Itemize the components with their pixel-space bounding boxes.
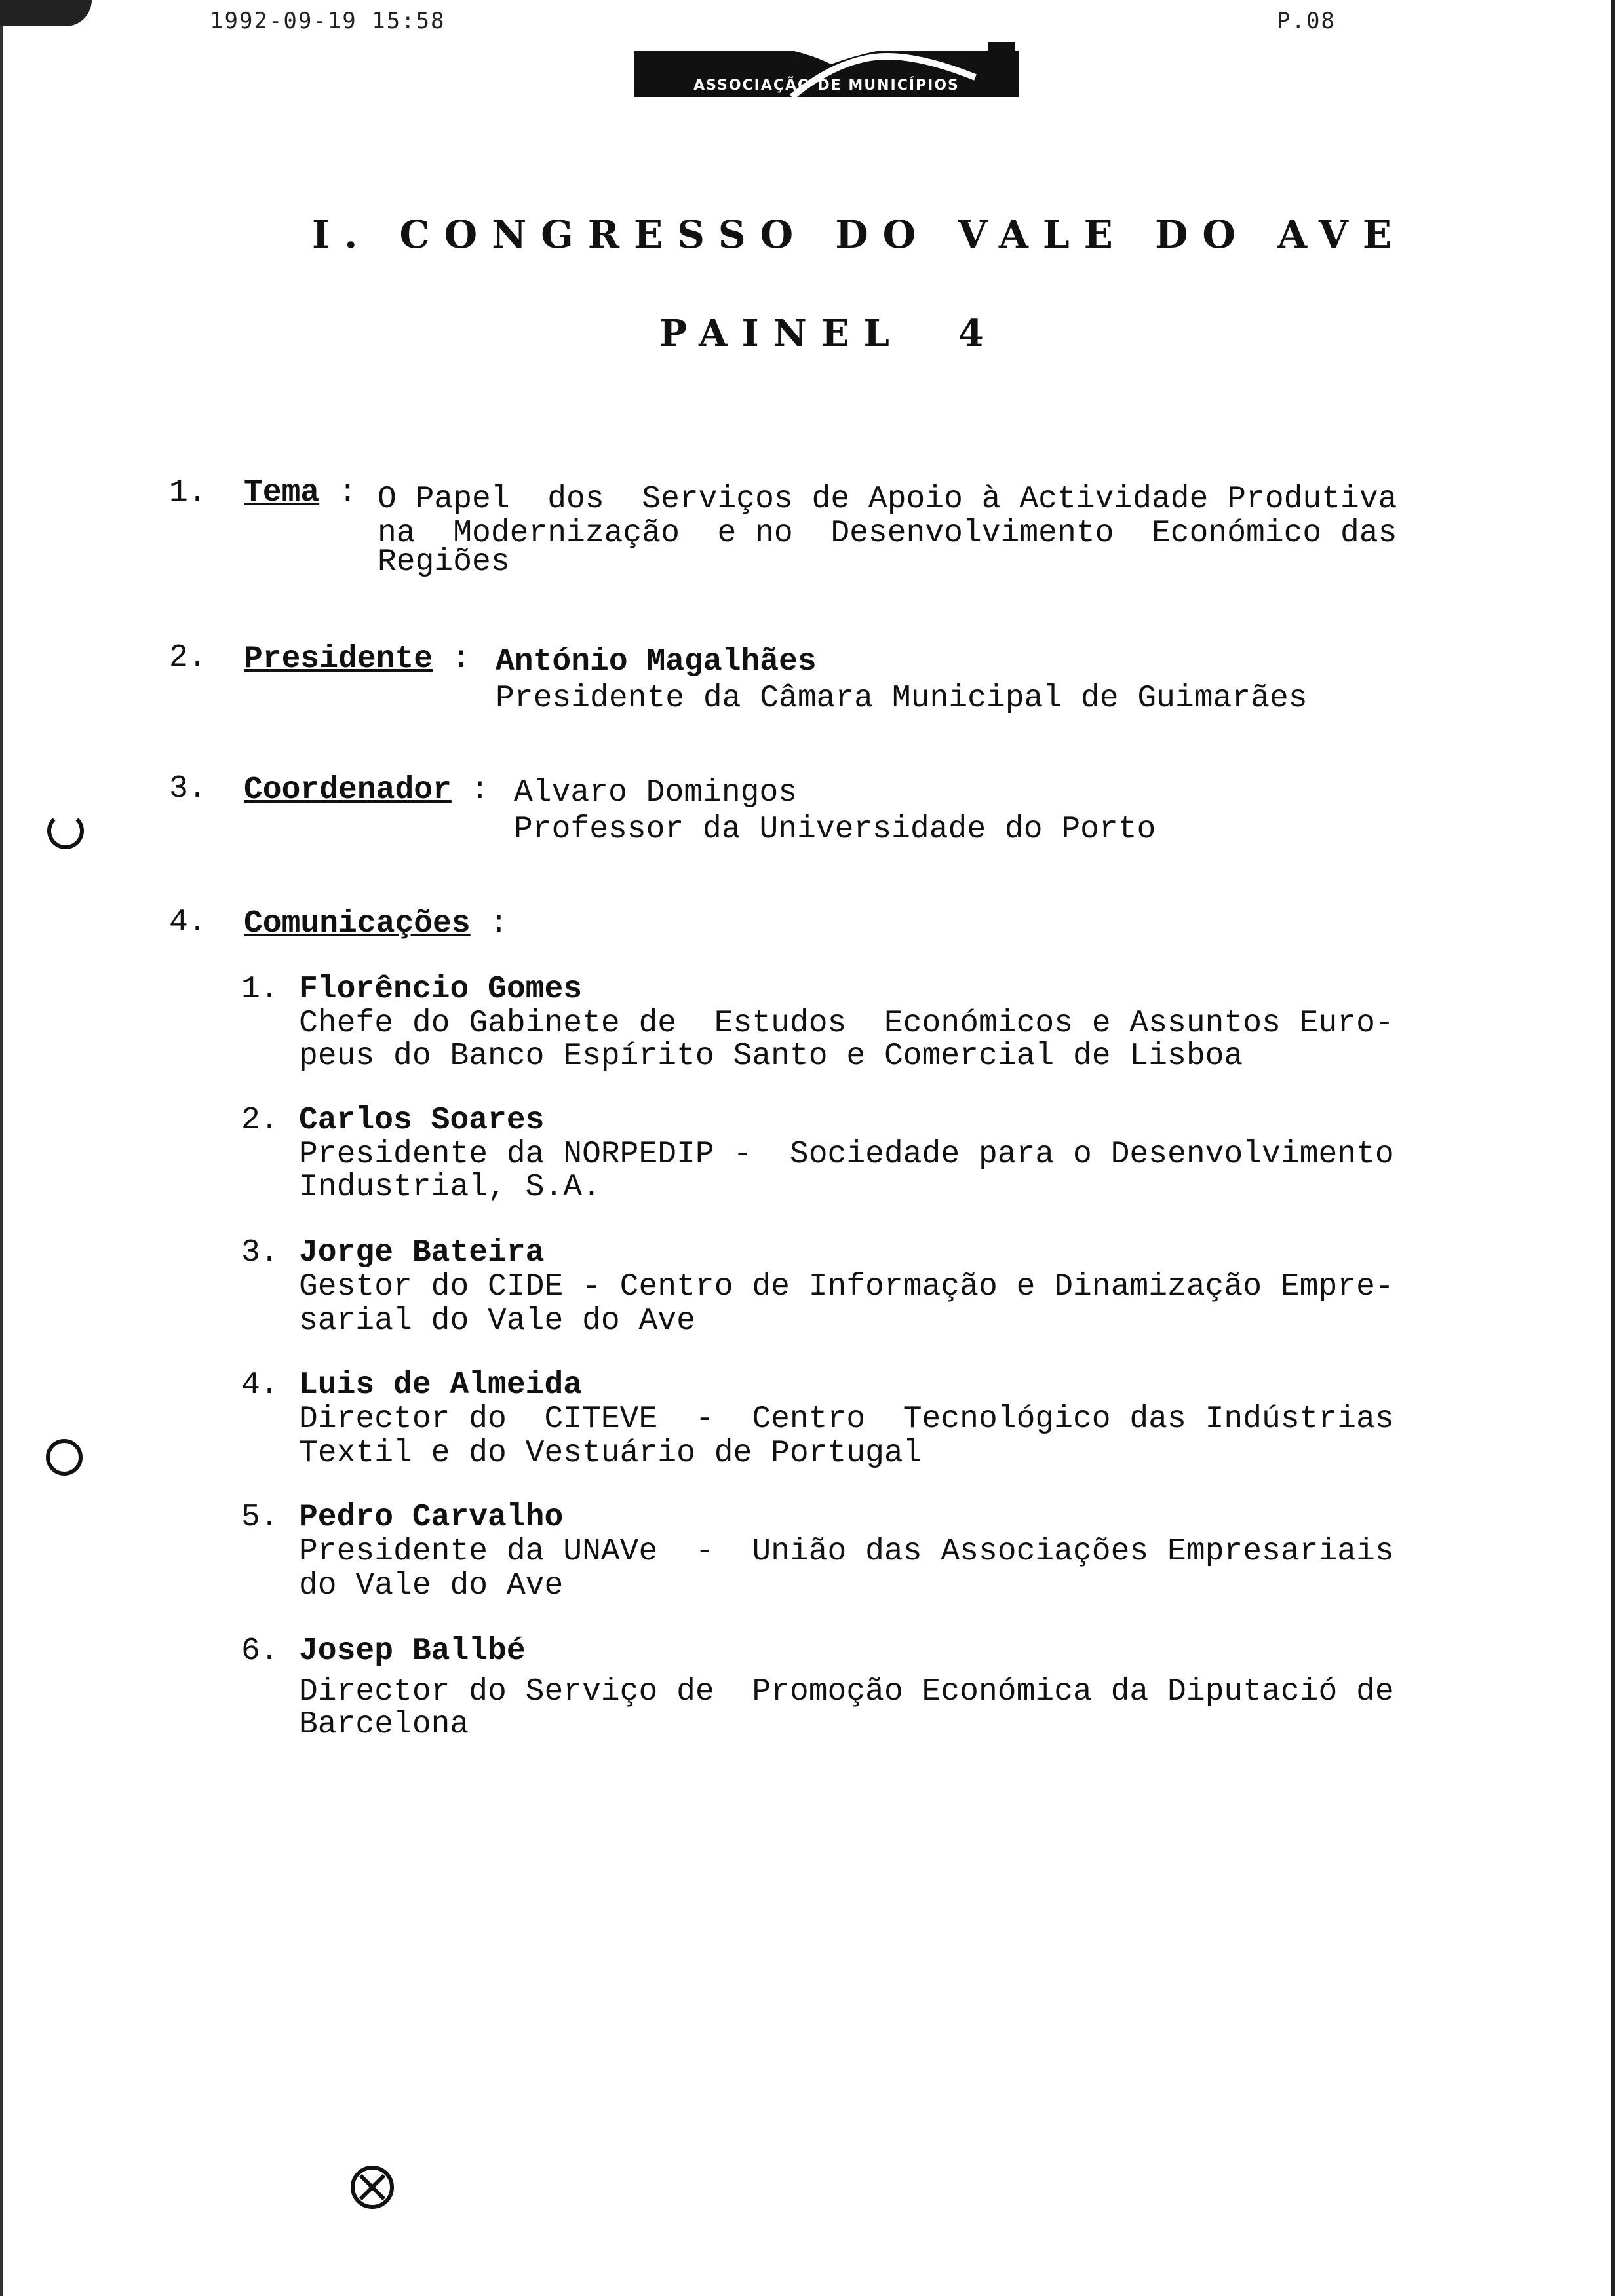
communication-role-line: Presidente da NORPEDIP - Sociedade para o Desenvolvimento xyxy=(299,1137,1394,1172)
communication-role-line: sarial do Vale do Ave xyxy=(299,1303,695,1339)
communication-number: 5. xyxy=(241,1500,279,1535)
association-logo xyxy=(634,38,1019,110)
communication-role-line: Barcelona xyxy=(299,1707,469,1742)
communication-speaker: Luis de Almeida xyxy=(299,1368,583,1403)
presidente-name: António Magalhães xyxy=(496,644,817,679)
scan-left-edge xyxy=(0,0,3,2296)
communication-role-line: Gestor do CIDE - Centro de Informação e Dinamização Empre- xyxy=(299,1269,1394,1305)
tema-label: Tema xyxy=(244,475,320,510)
presidente-role: Presidente da Câmara Municipal de Guimarães xyxy=(496,681,1308,716)
comunicacoes-label: Comunicações xyxy=(244,906,471,942)
presidente-label-row: Presidente : xyxy=(244,641,471,677)
communication-speaker: Jorge Bateira xyxy=(299,1235,545,1271)
item-number-comunicacoes: 4. xyxy=(169,905,207,940)
item-number-presidente: 2. xyxy=(169,640,207,676)
coordenador-label: Coordenador xyxy=(244,773,452,808)
fax-timestamp: 1992-09-19 15:58 xyxy=(210,8,446,34)
communication-speaker: Josep Ballbé xyxy=(299,1634,526,1669)
communication-number: 4. xyxy=(241,1368,279,1403)
communication-number: 2. xyxy=(241,1103,279,1138)
coordenador-label-row: Coordenador : xyxy=(244,773,490,808)
communication-speaker: Pedro Carvalho xyxy=(299,1500,564,1535)
communication-number: 6. xyxy=(241,1634,279,1669)
punch-hole-icon xyxy=(47,813,84,849)
coordenador-name: Alvaro Domingos xyxy=(514,775,798,811)
document-title: I. CONGRESSO DO VALE DO AVE xyxy=(312,212,1407,257)
scan-corner-artifact xyxy=(0,0,92,26)
communication-role-line: Textil e do Vestuário de Portugal xyxy=(299,1436,922,1471)
communication-role-line: peus do Banco Espírito Santo e Comercial de Lisboa xyxy=(299,1039,1243,1074)
communication-role-line: Presidente da UNAVe - União das Associações Empresariais xyxy=(299,1534,1394,1569)
communication-role-line: Industrial, S.A. xyxy=(299,1170,601,1205)
comunicacoes-label-row: Comunicações : xyxy=(244,906,509,942)
tema-line-3: Regiões xyxy=(378,545,510,580)
communication-role-line: do Vale do Ave xyxy=(299,1568,564,1603)
communication-number: 3. xyxy=(241,1235,279,1271)
communication-speaker: Florêncio Gomes xyxy=(299,972,583,1007)
scan-right-edge xyxy=(1611,0,1615,2296)
communication-role-line: Director do Serviço de Promoção Económica da Diputació de xyxy=(299,1674,1394,1710)
presidente-label: Presidente xyxy=(244,641,433,677)
item-number-coordenador: 3. xyxy=(169,771,207,807)
tema-label-row: Tema : xyxy=(244,475,357,510)
item-number-tema: 1. xyxy=(169,475,207,510)
logo-mark-icon xyxy=(634,38,1019,110)
tema-line-1: O Papel dos Serviços de Apoio à Actividade Produtiva xyxy=(378,482,1397,517)
crossed-circle-icon xyxy=(347,2162,397,2215)
panel-subtitle: PAINEL 4 xyxy=(659,312,998,355)
coordenador-role: Professor da Universidade do Porto xyxy=(514,812,1156,847)
communication-role-line: Chefe do Gabinete de Estudos Económicos e Assuntos Euro- xyxy=(299,1006,1394,1041)
fax-page-number: P.08 xyxy=(1277,8,1336,34)
logo-text: ASSOCIAÇÃO DE MUNICÍPIOS xyxy=(693,77,960,94)
communication-number: 1. xyxy=(241,972,279,1007)
communication-role-line: Director do CITEVE - Centro Tecnológico das Indústrias xyxy=(299,1402,1394,1437)
communication-speaker: Carlos Soares xyxy=(299,1103,545,1138)
tema-line-2: na Modernização e no Desenvolvimento Económico das xyxy=(378,516,1397,551)
punch-hole-icon xyxy=(46,1439,83,1476)
